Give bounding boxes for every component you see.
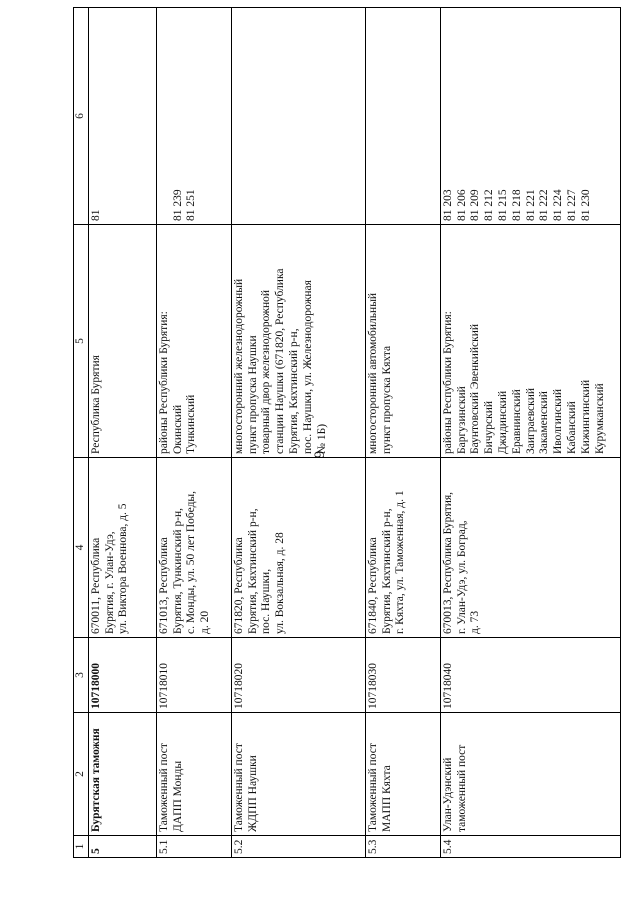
- okato-code-line: 81 206: [455, 189, 468, 221]
- competence-region: [440, 225, 620, 458]
- customs-office-address-line: д. 20: [199, 610, 212, 634]
- okato-code-line: 81 224: [552, 189, 565, 221]
- competence-region-line: многосторонний железнодорожный: [232, 278, 245, 454]
- row-number: 5.3: [365, 836, 440, 858]
- competence-region-line: Джидинский: [496, 390, 509, 454]
- okato-code-line: 81 222: [538, 189, 551, 221]
- page-number: 6: [310, 450, 327, 459]
- competence-region-line: Бурятия, Кяхтинский р-н,: [287, 328, 300, 454]
- competence-region-line: товарный двор железнодорожной: [260, 289, 273, 454]
- okato-code-line: 81 227: [565, 189, 578, 221]
- okato-code: [231, 8, 365, 225]
- customs-office-code: 10718000: [88, 638, 156, 713]
- customs-office-address-line: 671840, Республика: [366, 537, 379, 634]
- customs-office-address: [88, 458, 156, 638]
- competence-region-line: многосторонний автомобильный: [366, 292, 379, 454]
- customs-office-address: [440, 458, 620, 638]
- table-body: [74, 8, 621, 858]
- table-row: [231, 8, 365, 858]
- competence-region-line: Закаменский: [538, 391, 551, 454]
- table-header-row: [74, 8, 89, 858]
- okato-code-line: 81 215: [496, 189, 509, 221]
- competence-region-line: Курумканский: [593, 383, 606, 454]
- customs-office-address-line: Бурятия, Кяхтинский р-н,: [380, 508, 393, 634]
- customs-office-name: Улан-Удэнский таможенный пост: [440, 713, 620, 836]
- customs-office-code: 10718030: [365, 638, 440, 713]
- customs-office-address-line: 670013, Республика Бурятия,: [441, 491, 454, 634]
- rotated-page-content: [73, 8, 606, 858]
- okato-code-line: 81 203: [441, 189, 454, 221]
- competence-region: [88, 225, 156, 458]
- okato-code: [440, 8, 620, 225]
- competence-region-line: № 1Б): [315, 423, 328, 454]
- customs-office-name: Бурятская таможня: [88, 713, 156, 836]
- customs-office-name: Таможенный пост МАПП Кяхта: [365, 713, 440, 836]
- customs-office-address-line: г. Улан-Удэ, ул. Боград,: [455, 520, 468, 634]
- table-row: [156, 8, 231, 858]
- competence-region-line: Иволгинский: [552, 388, 565, 454]
- customs-office-address-line: г. Кяхта, ул. Таможенная, д. 1: [394, 490, 407, 634]
- okato-code: [365, 8, 440, 225]
- competence-region-line: Баргузинский: [455, 386, 468, 454]
- competence-region-line: Кабанский: [565, 401, 578, 454]
- customs-office-address-line: пос. Наушки,: [260, 568, 273, 634]
- customs-office-address: [231, 458, 365, 638]
- customs-office-address-line: с. Монды, ул. 50 лет Победы,: [185, 490, 198, 634]
- competence-region-line: районы Республики Бурятия:: [157, 311, 170, 454]
- competence-region: [156, 225, 231, 458]
- header-cell-4: 4: [74, 458, 89, 638]
- customs-office-address-line: д. 73: [469, 610, 482, 634]
- competence-region-line: Еравнинский: [510, 389, 523, 454]
- table-row: [88, 8, 156, 858]
- okato-code-line: 81 212: [483, 189, 496, 221]
- customs-office-address-line: 671820, Республика: [232, 537, 245, 634]
- table-row: [365, 8, 440, 858]
- okato-code-line: 81 221: [524, 189, 537, 221]
- table-row: [440, 8, 620, 858]
- customs-office-name: Таможенный пост ДАПП Монды: [156, 713, 231, 836]
- customs-table: [73, 7, 621, 858]
- customs-office-address-line: 671013, Республика: [157, 537, 170, 634]
- okato-code-line: 81: [89, 209, 102, 221]
- okato-code: [156, 8, 231, 225]
- header-cell-6: 6: [74, 8, 89, 225]
- customs-office-address-line: ул. Вокзальная, д. 28: [274, 532, 287, 634]
- competence-region-line: пос. Наушки, ул. Железнодорожная: [301, 280, 314, 454]
- competence-region-line: Кижингинский: [579, 379, 592, 454]
- okato-code: [88, 8, 156, 225]
- customs-office-address: [365, 458, 440, 638]
- customs-office-name: Таможенный пост ЖДПП Наушки: [231, 713, 365, 836]
- competence-region-line: Бичурский: [483, 400, 496, 454]
- competence-region-line: Тункинский: [185, 394, 198, 454]
- customs-office-address-line: Бурятия, Тункинский р-н,: [171, 507, 184, 634]
- customs-office-address: [156, 458, 231, 638]
- competence-region-line: Окинский: [171, 404, 184, 454]
- customs-office-code: 10718040: [440, 638, 620, 713]
- competence-region-line: станции Наушки (671820, Республика: [274, 268, 287, 454]
- competence-region-line: Республика Бурятия: [89, 355, 102, 454]
- competence-region-line: пункт пропуска Наушки: [246, 335, 259, 454]
- competence-region-line: Баунтовский Эвенкийский: [469, 324, 482, 454]
- competence-region-line: пункт пропуска Кяхта: [380, 345, 393, 454]
- customs-office-code: 10718020: [231, 638, 365, 713]
- row-number: 5: [88, 836, 156, 858]
- okato-code-line: 81 230: [579, 189, 592, 221]
- row-number: 5.2: [231, 836, 365, 858]
- header-cell-5: 5: [74, 225, 89, 458]
- header-cell-1: 1: [74, 836, 89, 858]
- customs-office-address-line: Бурятия, г. Улан-Удэ,: [103, 531, 116, 634]
- competence-region-line: районы Республики Бурятия:: [441, 311, 454, 454]
- competence-region-line: Заиграевский: [524, 387, 537, 454]
- okato-code-line: 81 239: [171, 189, 184, 221]
- okato-code-line: 81 218: [510, 189, 523, 221]
- customs-office-address-line: 670011, Республика: [89, 537, 102, 634]
- row-number: 5.1: [156, 836, 231, 858]
- customs-office-code: 10718010: [156, 638, 231, 713]
- okato-code-line: 81 251: [185, 189, 198, 221]
- row-number: 5.4: [440, 836, 620, 858]
- okato-code-line: [158, 11, 172, 221]
- competence-region: [365, 225, 440, 458]
- customs-office-address-line: Бурятия, Кяхтинский р-н,: [246, 508, 259, 634]
- header-cell-3: 3: [74, 638, 89, 713]
- competence-region: [231, 225, 365, 458]
- okato-code-line: 81 209: [469, 189, 482, 221]
- customs-office-address-line: ул. Виктора Военнова, д. 5: [117, 503, 130, 634]
- header-cell-2: 2: [74, 713, 89, 836]
